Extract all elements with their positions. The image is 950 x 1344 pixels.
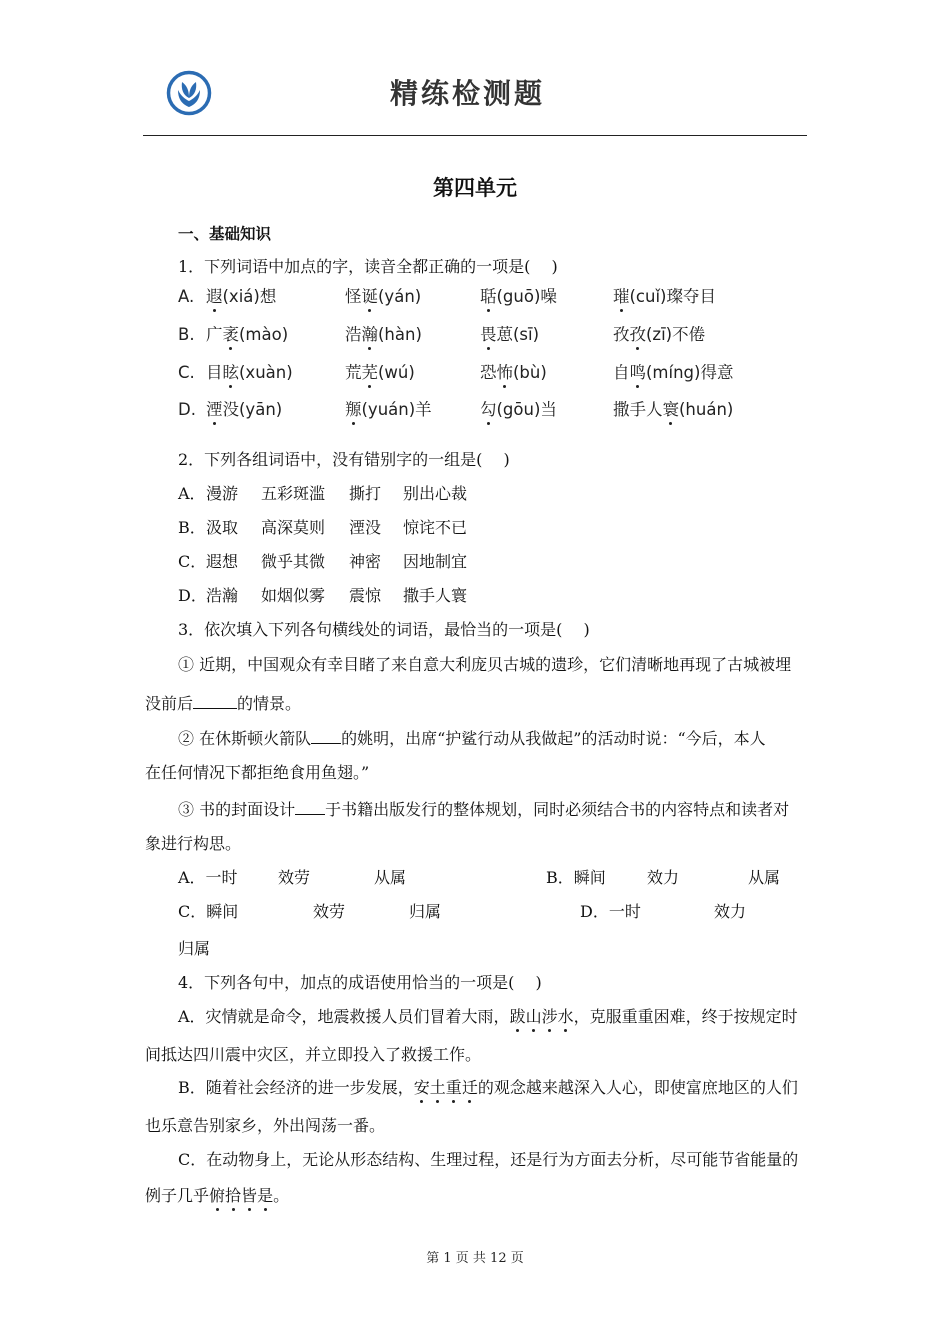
q3-option-d-word2: 效力 [714, 902, 747, 921]
q2-word: 漫游 [206, 484, 239, 503]
q1-word: 浩瀚(hàn) [345, 325, 422, 344]
q1-word: 广袤(mào) [206, 325, 289, 344]
q1-word: 勾(gōu)当 [480, 400, 557, 419]
q4-option-a-line1: A．灾情就是命令，地震救援人员们冒着大雨，跋山涉水，克服重重困难，终于按规定时 [178, 1007, 798, 1026]
q3-option-d-word3: 归属 [178, 939, 211, 958]
q2-word: 浩瀚 [206, 586, 239, 605]
q2-option-label: A． [178, 484, 206, 503]
q1-word: 恐怖(bù) [480, 363, 547, 382]
q1-stem: 1．下列词语中加点的字，读音全都正确的一项是( ) [178, 257, 558, 276]
q1-word: 荒芜(wú) [345, 363, 415, 382]
q3-sentence3-line1: ③ 书的封面设计 于书籍出版发行的整体规划，同时必须结合书的内容特点和读者对 [178, 800, 790, 819]
q1-word: 怪诞(yán) [345, 287, 422, 306]
q2-stem: 2．下列各组词语中，没有错别字的一组是( ) [178, 450, 510, 469]
fill-blank [295, 798, 325, 815]
header-divider [143, 135, 807, 136]
q2-option-label: C． [178, 552, 207, 571]
q1-option-label: B. [178, 325, 195, 344]
unit-title: 第四单元 [433, 176, 517, 200]
fill-blank [193, 692, 237, 709]
q4-option-b-line2: 也乐意告别家乡，外出闯荡一番。 [145, 1116, 386, 1135]
q1-word: 璀(cuǐ)璨夺目 [613, 287, 716, 306]
q4-option-c-line2: 例子几乎俯拾皆是。 [145, 1186, 290, 1205]
q3-option-c-word3: 归属 [409, 902, 442, 921]
q2-word: 汲取 [206, 518, 239, 537]
q2-option-label: B． [178, 518, 206, 537]
q1-word: 目眩(xuàn) [206, 363, 293, 382]
q4-option-b-line1: B．随着社会经济的进一步发展，安土重迁的观念越来越深入人心，即使富庶地区的人们 [178, 1078, 798, 1097]
q3-option-c: C．瞬间 [178, 902, 239, 921]
q3-sentence3-line2: 象进行构思。 [145, 834, 242, 853]
q1-word: 湮没(yān) [206, 400, 283, 419]
q2-word: 微乎其微 [261, 552, 326, 571]
q2-word: 别出心裁 [403, 484, 468, 503]
q1-option-label: D. [178, 400, 196, 419]
q4-stem: 4．下列各句中，加点的成语使用恰当的一项是( ) [178, 973, 542, 992]
q4-option-a-line2: 间抵达四川震中灾区，并立即投入了救援工作。 [145, 1045, 482, 1064]
q3-sentence2-line2: 在任何情况下都拒绝食用鱼翅。” [145, 763, 370, 782]
q3-option-b-word2: 效力 [647, 868, 680, 887]
hands-leaf-logo-icon [166, 70, 212, 116]
q3-option-c-word2: 效劳 [313, 902, 346, 921]
q1-word: 畏葸(sī) [480, 325, 540, 344]
fill-blank [311, 727, 341, 744]
q3-option-a: A．一时 [178, 868, 238, 887]
q1-word: 孜孜(zī)不倦 [613, 325, 706, 344]
header-title: 精练检测题 [390, 77, 546, 110]
q4-option-c-line1: C．在动物身上，无论从形态结构、生理过程，还是行为方面去分析，尽可能节省能量的 [178, 1150, 799, 1169]
q3-option-a-word2: 效劳 [278, 868, 311, 887]
q2-word: 撕打 [349, 484, 382, 503]
q2-word: 震惊 [349, 586, 382, 605]
q2-option-label: D． [178, 586, 207, 605]
section-heading: 一、基础知识 [178, 225, 272, 243]
q3-option-a-word3: 从属 [374, 868, 407, 887]
q1-word: 遐(xiá)想 [206, 287, 277, 306]
q2-word: 如烟似雾 [261, 586, 326, 605]
q3-stem: 3．依次填入下列各句横线处的词语，最恰当的一项是( ) [178, 620, 590, 639]
q3-option-d: D．一时 [580, 902, 641, 921]
q2-word: 神密 [349, 552, 382, 571]
q3-sentence1-line2: 没前后 的情景。 [145, 694, 302, 713]
q3-sentence2-line1: ② 在休斯顿火箭队 的姚明，出席“护鲨行动从我做起”的活动时说：“今后，本人 [178, 729, 766, 748]
q1-word: 撒手人寰(huán) [613, 400, 734, 419]
q2-word: 遐想 [206, 552, 239, 571]
q2-word: 五彩斑滥 [261, 484, 326, 503]
q2-word: 高深莫则 [261, 518, 326, 537]
q1-option-label: A. [178, 287, 195, 306]
q1-word: 羱(yuán)羊 [345, 400, 432, 419]
page-footer: 第 1 页 共 12 页 [426, 1251, 524, 1266]
q2-word: 因地制宜 [403, 552, 468, 571]
q1-word: 聒(guō)噪 [480, 287, 557, 306]
q2-word: 撒手人寰 [403, 586, 468, 605]
q3-sentence1-line1: ① 近期，中国观众有幸目睹了来自意大利庞贝古城的遗珍，它们清晰地再现了古城被埋 [178, 655, 792, 674]
q2-word: 湮没 [349, 518, 382, 537]
q1-option-label: C. [178, 363, 195, 382]
q2-word: 惊诧不已 [403, 518, 468, 537]
q3-option-b: B．瞬间 [546, 868, 606, 887]
q1-word: 自鸣(míng)得意 [613, 363, 734, 382]
q3-option-b-word3: 从属 [748, 868, 781, 887]
